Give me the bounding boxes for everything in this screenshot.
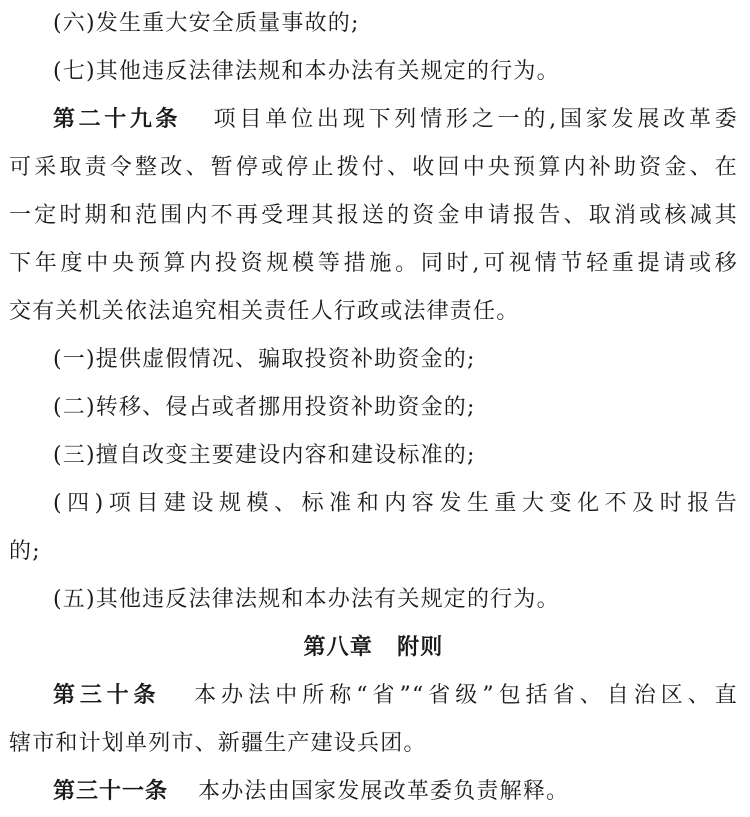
article-29-line-3: 一定时期和范围内不再受理其报送的资金申请报告、取消或核减其 — [9, 203, 738, 228]
list-item-7: (七)其他违反法律法规和本办法有关规定的行为。 — [53, 59, 560, 84]
article-31-line — [9, 768, 738, 816]
article-30-text: 本办法中所称“省”“省级”包括省、自治区、直 — [190, 683, 738, 708]
article-31-text: 本办法由国家发展改革委负责解释。 — [198, 779, 570, 804]
article-29-item-4-continued: 的; — [9, 539, 41, 564]
chapter-heading — [9, 624, 738, 672]
article-29-first-line — [9, 96, 738, 144]
article-31-heading: 第三十一条 — [53, 779, 169, 804]
article-30-line-2: 辖市和计划单列市、新疆生产建设兵团。 — [9, 731, 427, 756]
article-29-item-1: (一)提供虚假情况、骗取投资补助资金的; — [53, 347, 476, 372]
article-29-item-3: (三)擅自改变主要建设内容和建设标准的; — [53, 443, 476, 468]
article-29-item-4: (四)项目建设规模、标准和内容发生重大变化不及时报告 — [53, 491, 738, 516]
article-29-item-2: (二)转移、侵占或者挪用投资补助资金的; — [53, 395, 476, 420]
list-item-6: (六)发生重大安全质量事故的; — [53, 11, 360, 36]
article-30-heading: 第三十条 — [53, 683, 161, 708]
article-29-item-5: (五)其他违反法律法规和本办法有关规定的行为。 — [53, 587, 560, 612]
chapter-title: 附则 — [397, 635, 444, 660]
article-29-line-4: 下年度中央预算内投资规模等措施。同时,可视情节轻重提请或移 — [9, 251, 738, 276]
article-29-heading: 第二十九条 — [53, 107, 182, 132]
article-30-first-line — [9, 672, 738, 720]
article-29-text: 项目单位出现下列情形之一的,国家发展改革委 — [211, 107, 738, 132]
article-29-line-5: 交有关机关依法追究相关责任人行政或法律责任。 — [9, 299, 520, 324]
article-29-line-2: 可采取责令整改、暂停或停止拨付、收回中央预算内补助资金、在 — [9, 155, 738, 180]
chapter-number: 第八章 — [303, 635, 374, 660]
